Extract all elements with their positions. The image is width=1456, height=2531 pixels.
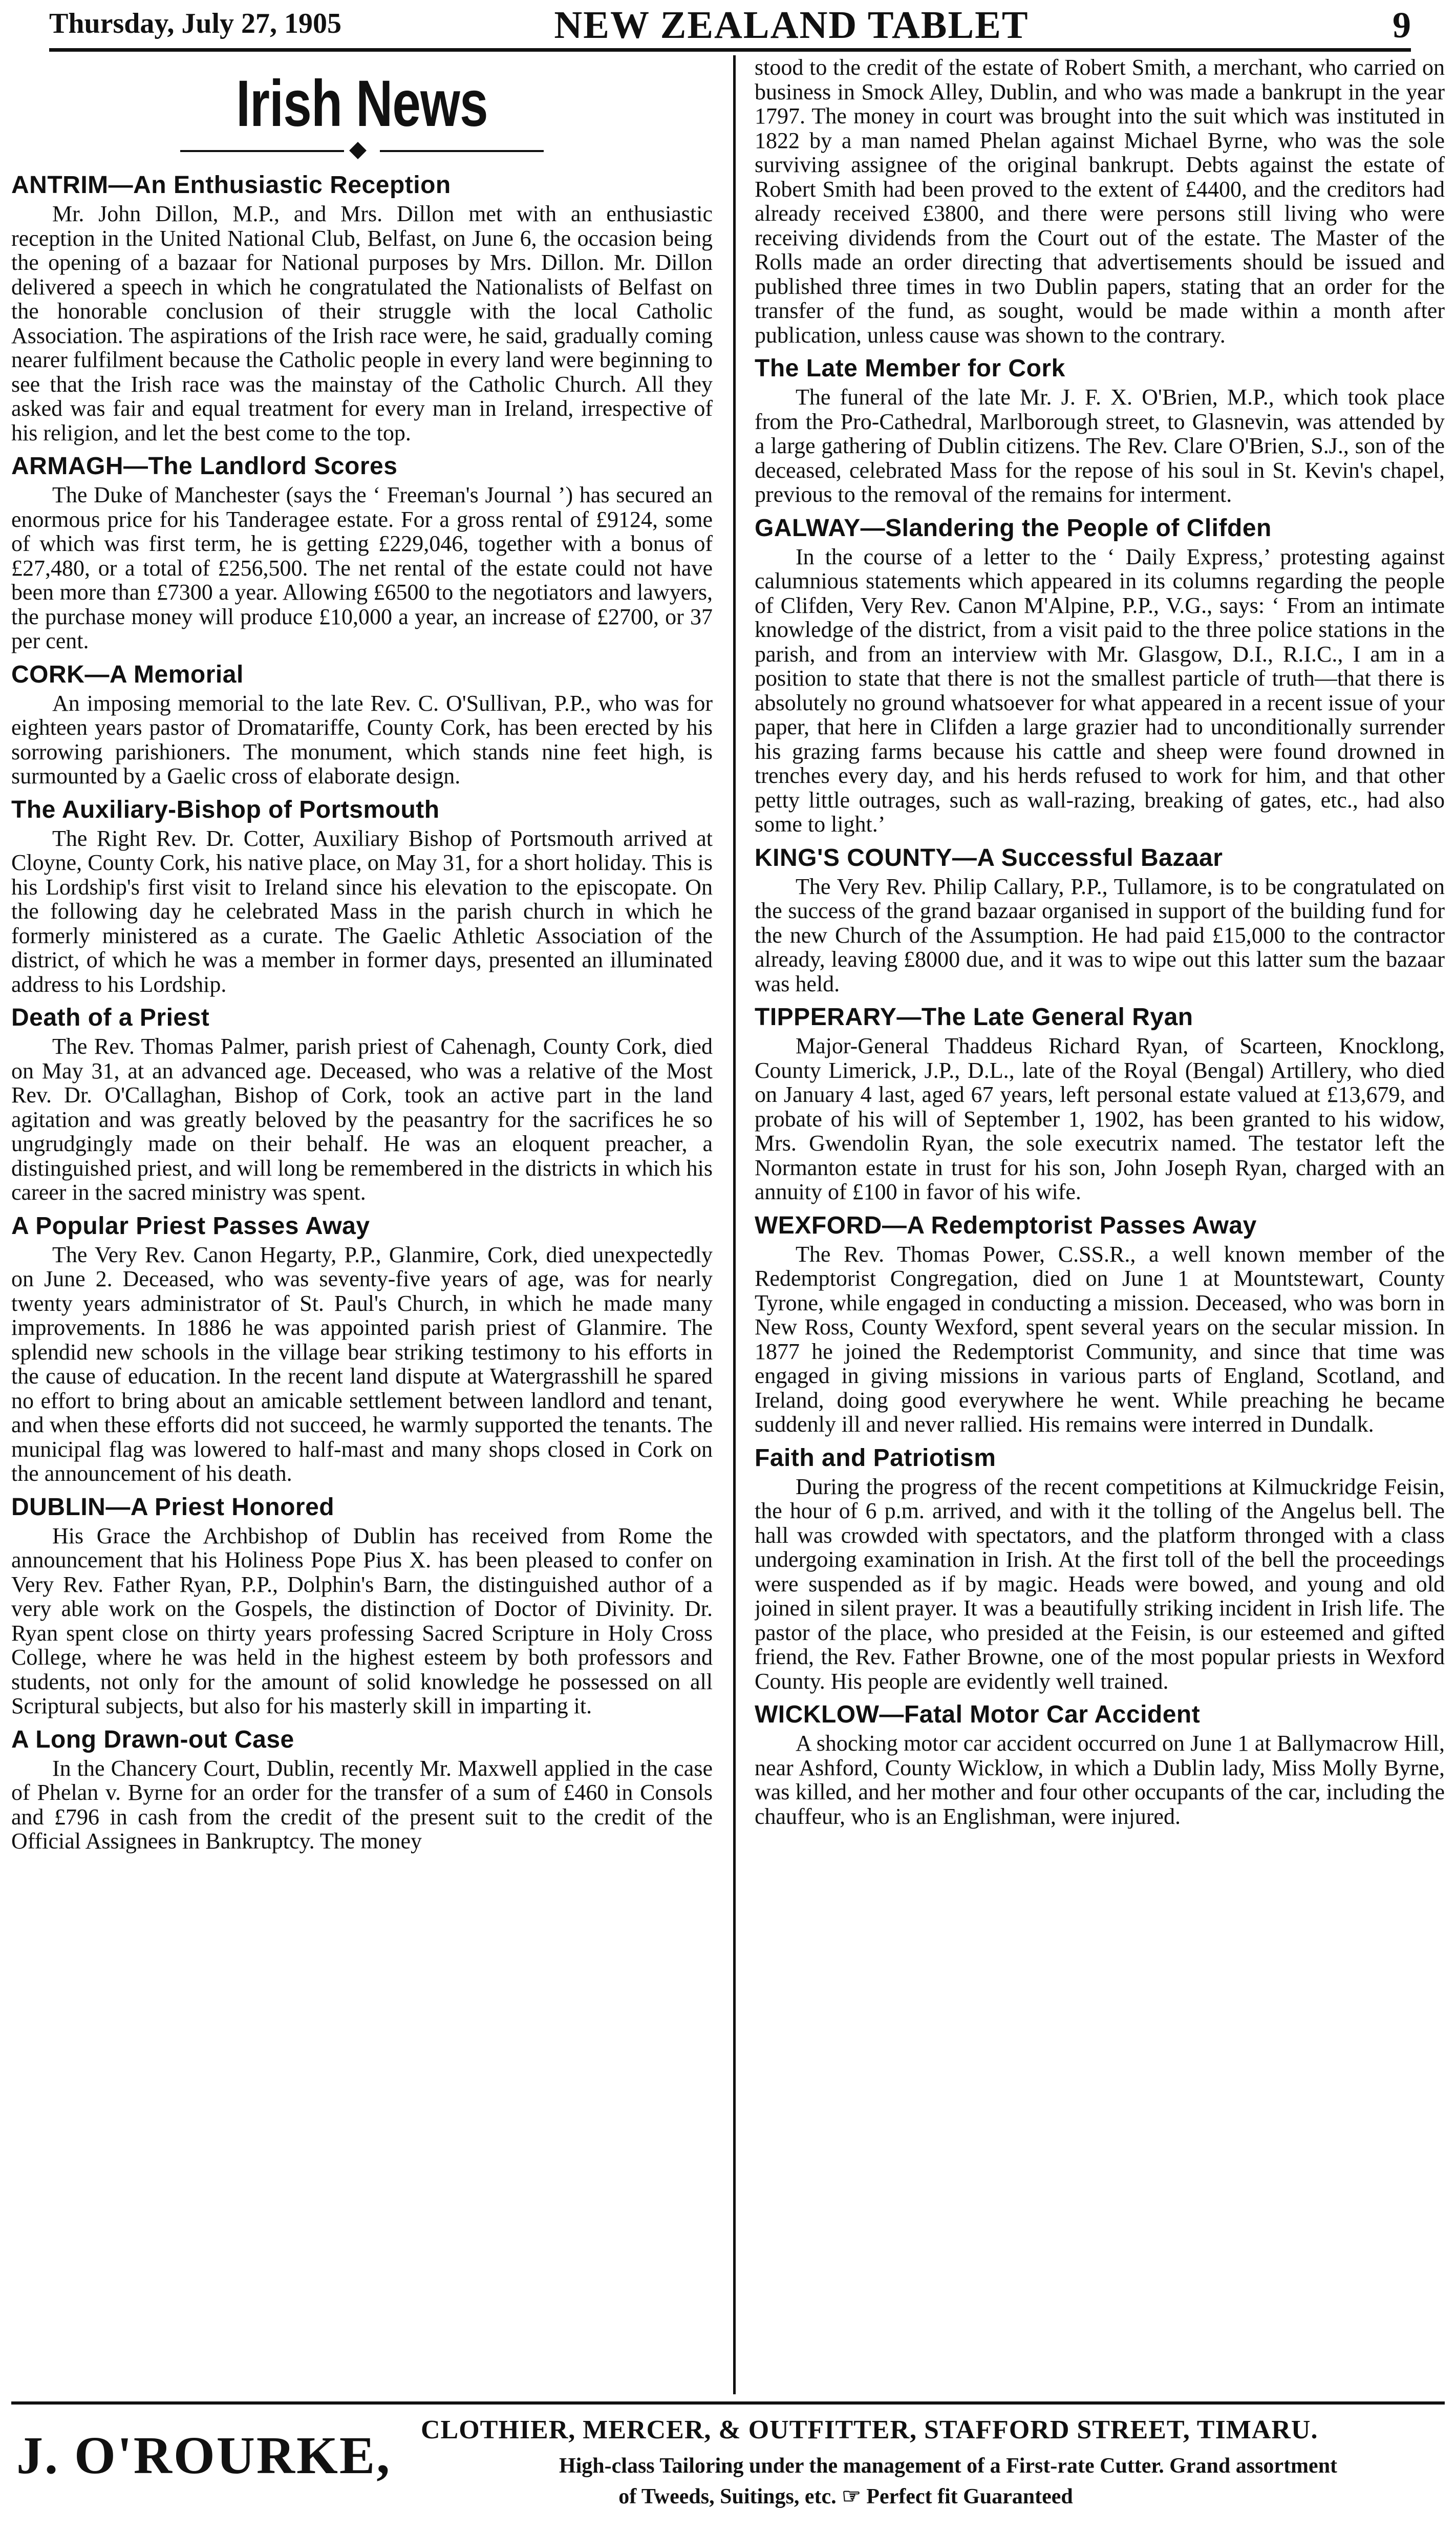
article-body: In the Chancery Court, Dublin, recently Mr. Maxwell applied in the case of Phelan v. Byrne for an order for the transfer of a sum of £460 in Consols and £796 in cash from the credit of the present suit to the credit of the Official Assignees in Bankruptcy. The money [11,1755,713,1854]
article-headline: KING'S COUNTY—A Successful Bazaar [755,844,1223,871]
ornament-rule-left [180,150,344,152]
article-body: His Grace the Archbishop of Dublin has received from Rome the announcement that his Holiness Pope Pius X. has been pleased to confer on Very Rev. Father Ryan, P.P., Dolphin's Barn, the distinguished author of a very able work on the Gospels, the distinction of Doctor of Divinity. Dr. Ryan spent close on thirty years professing Sacred Scripture in Holy Cross College, where he was held in the highest esteem by both professors and students, not only for the amount of solid knowledge he possessed on all Scriptural subjects, but also for his masterly skill in imparting it. [11,1523,713,1718]
advert-business-line: CLOTHIER, MERCER, & OUTFITTER, STAFFORD STREET, TIMARU. [421,2415,1318,2444]
article-dublin-priest [11,1492,713,1718]
advertiser-name: J. O'ROURKE, [16,2426,392,2485]
ornament-rule-right [380,150,544,152]
continued-text: stood to the credit of the estate of Robert Smith, a merchant, who carried on business in Smock Alley, Dublin, and who was made a bankrupt in the year 1797. The money in court was brought into the suit which was instituted in 1822 by a man named Phelan against Michael Byrne, who was the sole surviving assignee of the original bankrupt. Debts against the estate of Robert Smith had been proved to the extent of £4400, and the creditors had already received £3800, and there were persons still living who were receiving dividends from the Court out of the estate. The Master of the Rolls made an order directing that advertisements should be issued and published three times in two Dublin papers, stating that an order for the transfer of the fund, as sought, would be made within a month after publication, unless cause was shown to the contrary. [755,55,1445,348]
article-headline: ARMAGH—The Landlord Scores [11,453,398,480]
advert-tailoring-line: High-class Tailoring under the management of a First-rate Cutter. Grand assortment [559,2454,1338,2478]
article-kings-county [755,843,1445,996]
article-headline: ANTRIM—An Enthusiastic Reception [11,172,451,199]
article-body: The funeral of the late Mr. J. F. X. O'Brien, M.P., which took place from the Pro-Cathedral, Marlborough street, to Glasnevin, was attended by a large gathering of Dublin citizens. The Rev. Clare O'Brien, S.J., son of the deceased, celebrated Mass for the repose of his soul in St. Kevin's chapel, previous to the removal of the remains for interment. [755,385,1445,507]
article-headline: TIPPERARY—The Late General Ryan [755,1004,1193,1031]
article-popular-priest [11,1211,713,1486]
article-armagh [11,451,713,653]
article-late-member-cork [755,353,1445,507]
article-headline: DUBLIN—A Priest Honored [11,1493,335,1521]
article-body: The Very Rev. Canon Hegarty, P.P., Glanmire, Cork, died unexpectedly on June 2. Deceased, who was seventy-five years of age, was for nearly twenty years administrator of St. Paul's Church, in which he made many improvements. In 1886 he was appointed parish priest of Glanmire. The splendid new schools in the village bear striking testimony to his efforts in the cause of education. In the recent land dispute at Watergrasshill he spared no effort to bring about an amicable settlement between landlord and tenant, and when these efforts did not succeed, he warmly supported the tenants. The municipal flag was lowered to half-mast and many shops closed in Cork on the announcement of his death. [11,1242,713,1486]
left-column [11,55,713,2394]
article-body: Major-General Thaddeus Richard Ryan, of Scarteen, Knocklong, County Limerick, J.P., D.L., late of the Royal (Bengal) Artillery, who died on January 4 last, aged 67 years, left personal estate valued at £13,679, and probate of his will of September 1, 1902, has been granted to his widow, Mrs. Gwendolin Ryan, the sole executrix named. The testator left the Normanton estate in trust for his son, John Joseph Ryan, charged with an annuity of £100 in favor of his wife. [755,1033,1445,1204]
article-body: An imposing memorial to the late Rev. C. O'Sullivan, P.P., who was for eighteen years pastor of Dromatariffe, County Cork, has been erected by his sorrowing parishioners. The monument, which stands nine feet high, is surmounted by a Gaelic cross of elaborate design. [11,690,713,789]
section-title: Irish News [236,67,488,140]
article-wicklow [755,1699,1445,1828]
article-galway [755,513,1445,837]
column-divider [733,55,736,2394]
issue-date: Thursday, July 27, 1905 [49,8,342,39]
article-continuation [755,55,1445,347]
title-ornament [11,143,713,159]
article-body: Mr. John Dillon, M.P., and Mrs. Dillon met with an enthusiastic reception in the United National Club, Belfast, on June 6, the occasion being the opening of a bazaar for National purposes by Mrs. Dillon. Mr. Dillon delivered a speech in which he congratulated the Nationalists of Belfast on the honorable conclusion of their struggle with the local Catholic Association. The aspirations of the Irish race were, he said, gradually coming nearer fulfilment because the Catholic people in every land were beginning to see that the Irish race was the mainstay of the Catholic Church. All they asked was fair and equal treatment for every man in Ireland, irrespective of his religion, and let the best come to the top. [11,201,713,445]
article-body: The Rev. Thomas Palmer, parish priest of Cahenagh, County Cork, died on May 31, at an advanced age. Deceased, who was a relative of the Most Rev. Dr. O'Callaghan, Bishop of Cork, took an active part in the land agitation and was greatly beloved by the peasantry for the sacrifices he so ungrudgingly made on their behalf. He was an eloquent preacher, a distinguished priest, and will long be remembered in the districts in which his career in the sacred ministry was spent. [11,1034,713,1205]
newspaper-title: NEW ZEALAND TABLET [554,4,1029,47]
article-headline: WEXFORD—A Redemptorist Passes Away [755,1211,1257,1239]
article-tipperary [755,1002,1445,1204]
article-body: The Duke of Manchester (says the ‘ Freeman's Journal ’) has secured an enormous price for his Tanderagee estate. For a gross rental of £9124, some of which was first term, he is getting £229,046, together with a bonus of £27,480, or a total of £256,500. The net rental of the estate could not have been more than £7300 a year. Allowing £6500 to the negotiators and lawyers, the purchase money will produce £10,000 a year, an increase of £2700, or 37 per cent. [11,482,713,653]
article-wexford [755,1210,1445,1437]
article-body: A shocking motor car accident occurred on June 1 at Ballymacrow Hill, near Ashford, County Wicklow, in which a Dublin lady, Miss Molly Byrne, was killed, and her mother and four other occupants of the car, including the chauffeur, who is an Englishman, were injured. [755,1731,1445,1829]
article-antrim [11,170,713,445]
masthead [49,4,1411,52]
article-death-of-priest [11,1003,713,1205]
article-headline: Death of a Priest [11,1004,210,1031]
article-body: The Right Rev. Dr. Cotter, Auxiliary Bishop of Portsmouth arrived at Cloyne, County Cork, his native place, on May 31, for a short holiday. This is his Lordship's first visit to Ireland since his elevation to the episcopate. On the following day he celebrated Mass in the parish church in which he formerly ministered as a curate. The Gaelic Athletic Association of the district, of which he was a member in former days, presented an illuminated address to his Lordship. [11,825,713,997]
article-cork-memorial [11,660,713,789]
article-body: During the progress of the recent competitions at Kilmuckridge Feisin, the hour of 6 p.m. arrived, and with it the tolling of the Angelus bell. The hall was crowded with spectators, and the platform thronged with a class undergoing examination in Irish. At the first toll of the bell the proceedings were suspended as if by magic. Heads were bowed, and young and old joined in silent prayer. It was a beautifully striking incident in Irish life. The pastor of the place, who presided at the Feisin, is our esteemed and gifted friend, the Rev. Father Browne, one of the most popular priests in Wexford County. His people are evidently well trained. [755,1474,1445,1694]
page-number: 9 [1393,5,1411,46]
article-body: The Rev. Thomas Power, C.SS.R., a well known member of the Redemptorist Congregation, died on June 1 at Mountstewart, County Tyrone, while engaged in conducting a mission. Deceased, who was born in New Ross, County Wexford, spent several years on the secular mission. In 1877 he joined the Redemptorist Community, and since that time was engaged in giving missions in various parts of England, Scotland, and Ireland, doing good everywhere he went. While preaching he became suddenly ill and never rallied. His remains were interred in Dundalk. [755,1241,1445,1437]
advert-guarantee-line: of Tweeds, Suitings, etc. ☞ Perfect fit Guaranteed [618,2485,1073,2508]
article-headline: Faith and Patriotism [755,1444,996,1472]
article-auxiliary-bishop [11,795,713,997]
article-headline: The Auxiliary-Bishop of Portsmouth [11,796,440,823]
advertisement [11,2401,1445,2527]
article-long-case [11,1725,713,1854]
article-headline: A Popular Priest Passes Away [11,1212,370,1240]
article-body: The Very Rev. Philip Callary, P.P., Tullamore, is to be congratulated on the success of the grand bazaar organised in support of the building fund for the new Church of the Assumption. He had paid £15,000 to the contractor already, leaving £8000 due, and it was to wipe out this latter sum the bazaar was held. [755,874,1445,996]
article-headline: The Late Member for Cork [755,355,1065,382]
right-column [755,55,1445,2394]
article-headline: A Long Drawn-out Case [11,1726,294,1753]
article-faith-patriotism [755,1443,1445,1694]
ornament-diamond-icon [349,142,367,159]
article-headline: CORK—A Memorial [11,661,244,688]
article-headline: GALWAY—Slandering the People of Clifden [755,514,1272,542]
article-body: In the course of a letter to the ‘ Daily Express,’ protesting against calumnious statements which appeared in its columns regarding the people of Clifden, Very Rev. Canon M'Alpine, P.P., V.G., says: ‘ From an intimate knowledge of the district, from a visit paid to the three police stations in the parish, and from an interview with Mr. Glasgow, D.I., R.I.C., I am in a position to state that there is not the smallest particle of truth—that there is absolutely no ground whatsoever for what appeared in a recent issue of your paper, that here in Clifden a large grazier had to unconditionally surrender his grazing farms because his cattle and sheep were found drowned in trenches every day, and his herds refused to work for him, and that other petty little outrages, such as wall-razing, breaking of gates, etc., had also some to light.’ [755,544,1445,837]
article-headline: WICKLOW—Fatal Motor Car Accident [755,1701,1201,1728]
